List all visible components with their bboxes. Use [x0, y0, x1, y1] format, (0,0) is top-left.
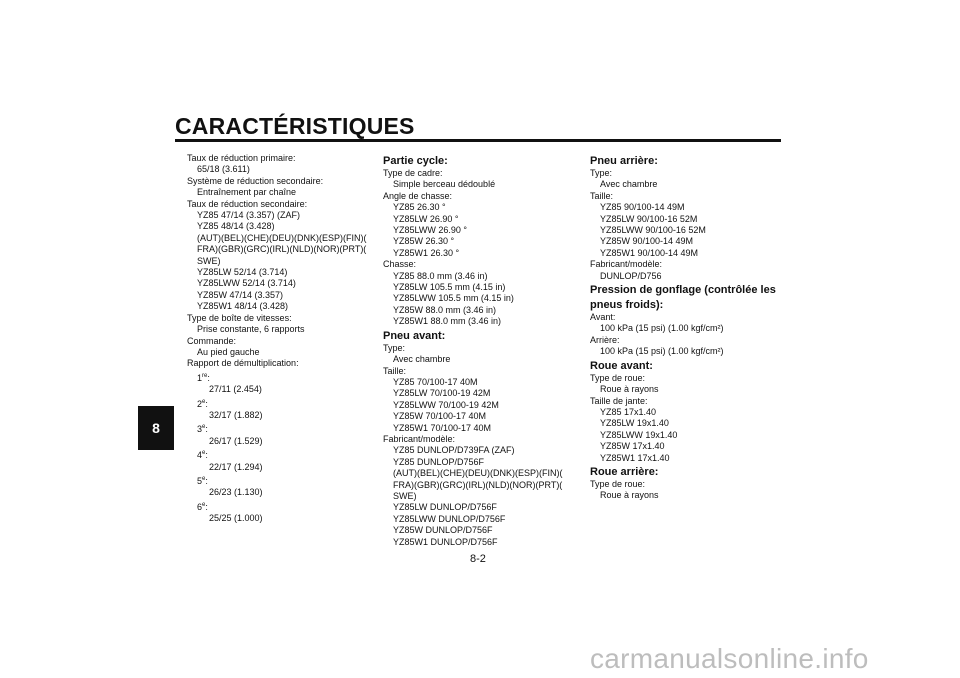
spec-value: YZ85 88.0 mm (3.46 in): [393, 270, 488, 281]
spec-value: YZ85LW 52/14 (3.714): [197, 267, 288, 278]
section-heading: Partie cycle:: [383, 155, 448, 167]
spec-label: Rapport de démultiplication:: [187, 358, 299, 369]
spec-value: (AUT)(BEL)(CHE)(DEU)(DNK)(ESP)(FIN)(: [197, 232, 367, 243]
section-heading: pneus froids):: [590, 299, 664, 312]
spec-value: YZ85LWW 105.5 mm (4.15 in): [393, 293, 514, 304]
watermark: carmanualsonline.info: [590, 643, 869, 674]
spec-label: Type:: [590, 168, 613, 178]
spec-value: YZ85LWW 19x1.40: [600, 429, 678, 440]
spec-value: YZ85LW 90/100-16 52M: [600, 213, 698, 224]
spec-value: Avec chambre: [393, 354, 451, 365]
spec-value: YZ85LW DUNLOP/D756F: [393, 502, 497, 513]
spec-value: YZ85W 17x1.40: [600, 441, 665, 452]
spec-value: YZ85LW 70/100-19 42M: [393, 388, 491, 399]
gear-ratio: 32/17 (1.882): [209, 409, 263, 420]
spec-label: Taux de réduction primaire:: [187, 153, 296, 163]
spec-value: YZ85 70/100-17 40M: [393, 376, 478, 387]
spec-value: YZ85W1 DUNLOP/D756F: [393, 536, 498, 547]
spec-label: Fabricant/modèle:: [383, 433, 456, 444]
spec-value: YZ85LWW 52/14 (3.714): [197, 278, 296, 289]
spec-value: YZ85 17x1.40: [600, 406, 657, 417]
gear-ratio: 26/23 (1.130): [209, 487, 263, 498]
spec-label: Arrière:: [590, 334, 620, 345]
spec-label: Taux de réduction secondaire:: [187, 198, 308, 209]
spec-value: YZ85 90/100-14 49M: [600, 202, 685, 213]
spec-label: Type de roue:: [590, 478, 646, 489]
spec-value: Au pied gauche: [197, 346, 260, 357]
spec-value: SWE): [197, 255, 221, 266]
section-heading: Roue avant:: [590, 359, 653, 372]
spec-value: YZ85W 70/100-17 40M: [393, 411, 487, 422]
spec-value: YZ85LWW 70/100-19 42M: [393, 399, 499, 410]
chapter-tab: 8: [138, 406, 174, 450]
spec-value: YZ85LWW 26.90 °: [393, 225, 467, 236]
spec-label: Type de cadre:: [383, 168, 443, 178]
spec-value: YZ85W 90/100-14 49M: [600, 236, 694, 247]
spec-value: SWE): [393, 490, 417, 501]
spec-value: YZ85 26.30 °: [393, 202, 446, 213]
spec-value: Roue à rayons: [600, 384, 659, 395]
section-heading: Pression de gonflage (contrôlée les: [590, 284, 776, 297]
spec-value: YZ85W1 26.30 °: [393, 247, 460, 258]
gear-ratio: 25/25 (1.000): [209, 513, 263, 524]
spec-label: Taille:: [590, 190, 614, 201]
spec-value: YZ85W1 88.0 mm (3.46 in): [393, 316, 502, 327]
page-number: 8-2: [470, 553, 486, 565]
spec-label: Commande:: [187, 335, 237, 346]
spec-value: YZ85 48/14 (3.428): [197, 221, 275, 232]
spec-value: DUNLOP/D756: [600, 270, 662, 281]
spec-value: Prise constante, 6 rapports: [197, 324, 305, 335]
spec-column-2: [383, 153, 562, 548]
spec-value: YZ85W 88.0 mm (3.46 in): [393, 304, 497, 315]
spec-value: YZ85W 47/14 (3.357): [197, 289, 284, 300]
gear-label: 5e:: [197, 475, 208, 486]
spec-value: YZ85 47/14 (3.357) (ZAF): [197, 210, 301, 221]
gear-label: 1re:: [197, 372, 210, 383]
spec-value: 100 kPa (15 psi) (1.00 kgf/cm²): [600, 323, 724, 334]
spec-value: Entraînement par chaîne: [197, 187, 297, 198]
spec-label: Taille de jante:: [590, 395, 648, 406]
page-title: CARACTÉRISTIQUES: [175, 113, 415, 139]
spec-label: Type de roue:: [590, 372, 646, 383]
spec-value: YZ85W 26.30 °: [393, 236, 455, 247]
gear-label: 6e:: [197, 501, 208, 512]
spec-label: Fabricant/modèle:: [590, 259, 663, 270]
spec-value: (AUT)(BEL)(CHE)(DEU)(DNK)(ESP)(FIN)(: [393, 468, 563, 479]
spec-label: Système de réduction secondaire:: [187, 175, 324, 186]
spec-value: YZ85 DUNLOP/D739FA (ZAF): [393, 445, 515, 456]
gear-ratio: 22/17 (1.294): [209, 461, 263, 472]
section-heading: Pneu arrière:: [590, 155, 658, 167]
spec-label: Type de boîte de vitesses:: [187, 312, 292, 323]
spec-value: YZ85LWW 90/100-16 52M: [600, 225, 706, 236]
spec-column-1: [187, 153, 366, 525]
section-heading: Pneu avant:: [383, 329, 446, 342]
spec-value: FRA)(GBR)(GRC)(IRL)(NLD)(NOR)(PRT)(: [393, 479, 563, 490]
spec-value: YZ85W1 70/100-17 40M: [393, 422, 492, 433]
spec-value: Roue à rayons: [600, 490, 659, 501]
section-heading: Roue arrière:: [590, 465, 659, 478]
spec-value: YZ85LW 19x1.40: [600, 418, 669, 429]
spec-label: Taille:: [383, 365, 407, 376]
gear-ratio: 27/11 (2.454): [209, 384, 262, 395]
spec-value: Avec chambre: [600, 179, 658, 190]
spec-label: Angle de chasse:: [383, 190, 453, 201]
gear-label: 4e:: [197, 450, 208, 461]
spec-value: YZ85LW 26.90 °: [393, 213, 459, 224]
spec-value: YZ85LWW DUNLOP/D756F: [393, 513, 506, 524]
spec-label: Chasse:: [383, 259, 417, 270]
spec-value: YZ85W1 90/100-14 49M: [600, 247, 699, 258]
spec-value: YZ85W1 48/14 (3.428): [197, 301, 289, 312]
gear-ratio: 26/17 (1.529): [209, 435, 263, 446]
spec-value: YZ85LW 105.5 mm (4.15 in): [393, 282, 506, 293]
spec-value: YZ85 DUNLOP/D756F: [393, 456, 485, 467]
spec-column-3: [590, 153, 776, 502]
title-rule: [175, 139, 781, 142]
spec-value: YZ85W DUNLOP/D756F: [393, 525, 493, 536]
spec-value: Simple berceau dédoublé: [393, 179, 496, 190]
gear-label: 3e:: [197, 424, 208, 435]
spec-value: 65/18 (3.611): [197, 164, 250, 175]
spec-value: YZ85W1 17x1.40: [600, 452, 670, 463]
spec-label: Avant:: [590, 312, 616, 323]
gear-label: 2e:: [197, 398, 208, 409]
spec-value: FRA)(GBR)(GRC)(IRL)(NLD)(NOR)(PRT)(: [197, 244, 367, 255]
spec-value: 100 kPa (15 psi) (1.00 kgf/cm²): [600, 346, 724, 357]
spec-label: Type:: [383, 342, 406, 353]
